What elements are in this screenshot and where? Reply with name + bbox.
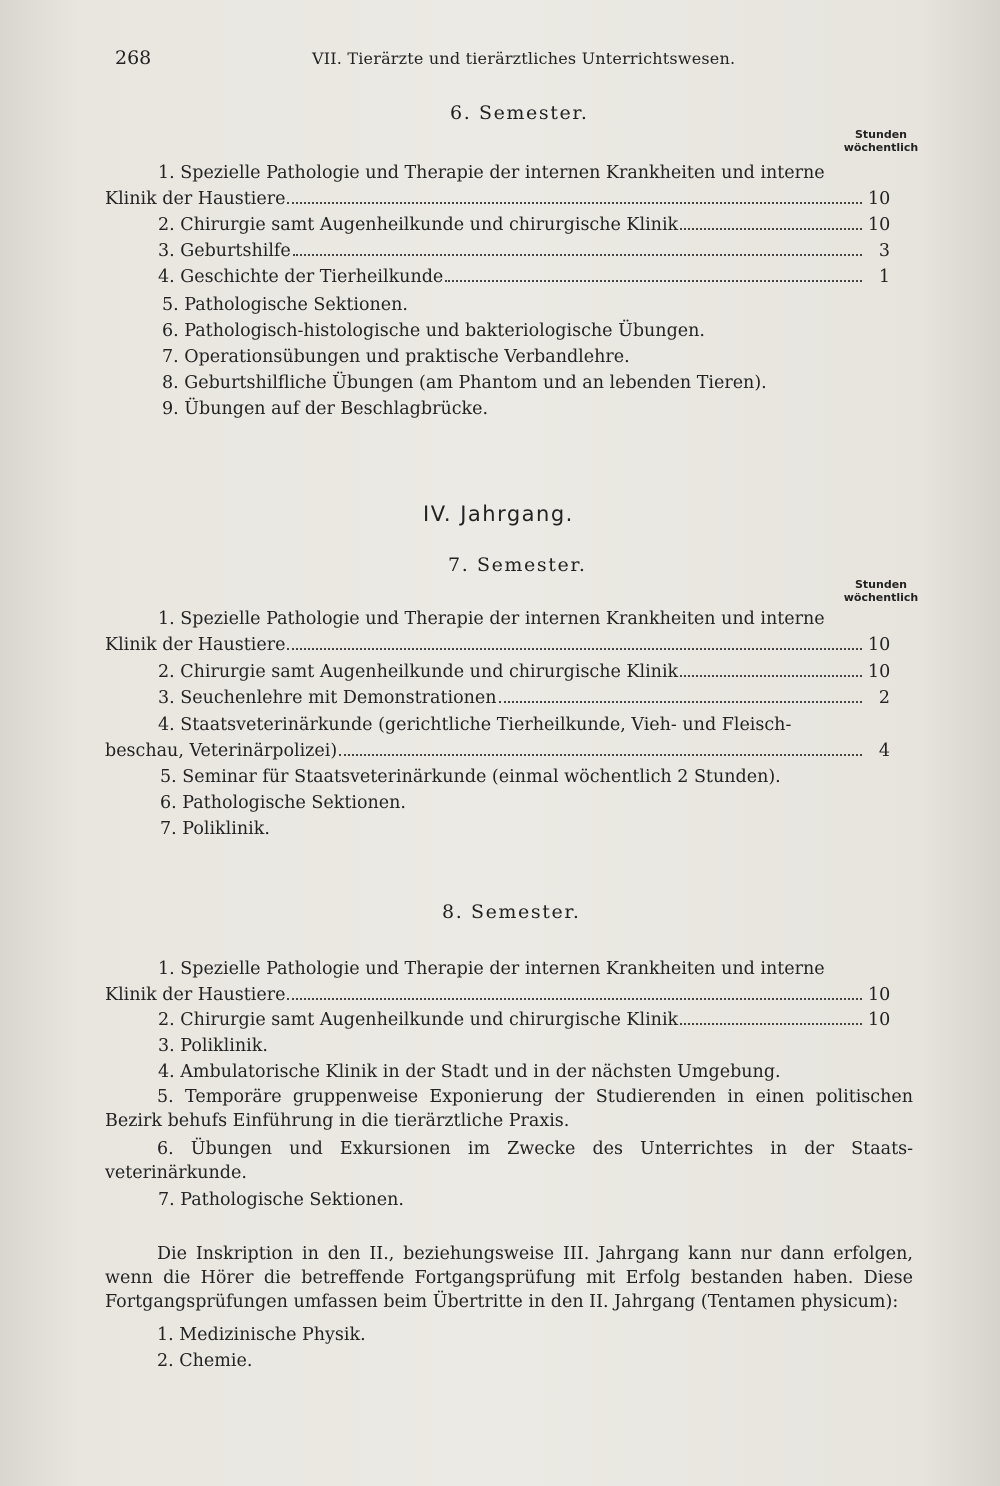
item-text: Klinik der Haustiere: [105, 985, 286, 1005]
item-text: 2. Chirurgie samt Augenheilkunde und chirurgische Klinik: [158, 215, 679, 235]
leader-dots: [339, 754, 862, 756]
hours-value: 2: [878, 688, 890, 708]
item-hours-row: [105, 659, 890, 685]
sem8-item-7: 7. Pathologische Sektionen.: [158, 1190, 404, 1210]
hours-value: 10: [868, 215, 891, 235]
item-text: 1. Spezielle Pathologie und Therapie der internen Krankheiten und interne: [158, 163, 825, 183]
item-text: Klinik der Haustiere: [105, 635, 286, 655]
leader-dots: [293, 254, 862, 256]
sem6-item-8: 8. Geburtshilfliche Übungen (am Phantom und an lebenden Tieren).: [162, 373, 767, 393]
closing-list-item-2: 2. Chemie.: [157, 1351, 253, 1371]
item-hours-row: [105, 238, 890, 264]
item-hours-row: [105, 1007, 890, 1033]
item-text: 5. Temporäre gruppenweise Exponierung der Studierenden in einen politischen Bezirk behufs Einführung in die tierärztliche Praxis.: [105, 1087, 913, 1131]
sem7-item-1: [105, 606, 890, 658]
hours-value: 1: [878, 267, 890, 287]
item-text: 6. Übungen und Exkursionen im Zwecke des Unterrichtes in der Staats-veterinärkunde.: [105, 1139, 913, 1183]
woechentlich-label: wöchentlich: [843, 141, 919, 154]
item-text: 1. Spezielle Pathologie und Therapie der internen Krankheiten und interne: [158, 959, 825, 979]
sem8-item-6: [105, 1137, 913, 1185]
sem7-item-5: 5. Seminar für Staatsveterinärkunde (einmal wöchentlich 2 Stunden).: [160, 767, 781, 787]
sem6-item-2: [105, 212, 890, 238]
hours-value: 10: [868, 662, 891, 682]
sem6-item-6: 6. Pathologisch-histologische und bakteriologische Übungen.: [162, 321, 705, 341]
semester-6-heading: 6. Semester.: [450, 102, 589, 124]
woechentlich-label: wöchentlich: [843, 591, 919, 604]
sem8-item-3: 3. Poliklinik.: [158, 1036, 268, 1056]
item-hours-row: [105, 685, 890, 711]
item-text: 2. Chirurgie samt Augenheilkunde und chirurgische Klinik: [158, 1010, 679, 1030]
leader-dots: [680, 1023, 862, 1025]
item-hours-row: [105, 632, 890, 658]
closing-list-item-1: 1. Medizinische Physik.: [157, 1325, 366, 1345]
hours-value: 3: [878, 241, 890, 261]
item-hours-row: [105, 738, 890, 764]
sem6-item-3: [105, 238, 890, 264]
page-number: 268: [115, 47, 152, 69]
hours-value: 10: [868, 985, 891, 1005]
item-hours-row: [105, 186, 890, 212]
item-text: 4. Geschichte der Tierheilkunde: [158, 267, 444, 287]
sem7-item-4: [105, 712, 890, 764]
closing-paragraph: [105, 1242, 913, 1314]
sem7-item-7: 7. Poliklinik.: [160, 819, 270, 839]
semester-7-heading: 7. Semester.: [448, 554, 587, 576]
paragraph-text: Die Inskription in den II., beziehungsweise III. Jahrgang kann nur dann erfolgen, wenn die Hörer die betreffende Fortgangsprüfung mit Erfolg bestanden haben. Diese Fortgangsprüfungen umfassen beim Übertritte in den II. Jahrgang (Tentamen physicum):: [105, 1244, 913, 1312]
leader-dots: [287, 202, 862, 204]
hours-column-label: [838, 578, 924, 604]
sem7-item-2: [105, 659, 890, 685]
jahrgang-heading: IV. Jahrgang.: [423, 502, 574, 526]
hours-value: 10: [868, 1010, 891, 1030]
leader-dots: [445, 280, 862, 282]
sem6-item-1: [105, 160, 890, 212]
stunden-label: Stunden: [854, 578, 907, 591]
sem8-item-1: [105, 956, 890, 1008]
leader-dots: [287, 648, 862, 650]
sem7-item-3: [105, 685, 890, 711]
item-text: 4. Staatsveterinärkunde (gerichtliche Tierheilkunde, Vieh- und Fleisch-: [158, 715, 792, 735]
item-hours-row: [105, 264, 890, 290]
item-text: 1. Spezielle Pathologie und Therapie der internen Krankheiten und interne: [158, 609, 825, 629]
item-hours-row: [105, 982, 890, 1008]
item-hours-row: [105, 212, 890, 238]
running-title: VII. Tierärzte und tierärztliches Unterrichtswesen.: [312, 49, 736, 68]
sem6-item-9: 9. Übungen auf der Beschlagbrücke.: [162, 399, 489, 419]
stunden-label: Stunden: [854, 128, 907, 141]
sem6-item-5: 5. Pathologische Sektionen.: [162, 295, 408, 315]
sem8-item-5: [105, 1085, 913, 1133]
sem8-item-2: [105, 1007, 890, 1033]
leader-dots: [680, 228, 862, 230]
hours-value: 10: [868, 635, 891, 655]
sem6-item-4: [105, 264, 890, 290]
leader-dots: [287, 998, 862, 1000]
semester-8-heading: 8. Semester.: [442, 901, 581, 923]
item-text: 3. Geburtshilfe: [158, 241, 291, 261]
item-text: beschau, Veterinärpolizei): [105, 741, 338, 761]
hours-value: 10: [868, 189, 891, 209]
item-text: 3. Seuchenlehre mit Demonstrationen: [158, 688, 497, 708]
sem7-item-6: 6. Pathologische Sektionen.: [160, 793, 406, 813]
item-text: 2. Chirurgie samt Augenheilkunde und chirurgische Klinik: [158, 662, 679, 682]
leader-dots: [680, 675, 862, 677]
sem6-item-7: 7. Operationsübungen und praktische Verbandlehre.: [162, 347, 630, 367]
hours-value: 4: [878, 741, 890, 761]
hours-column-label: [838, 128, 924, 154]
leader-dots: [499, 701, 862, 703]
sem8-item-4: 4. Ambulatorische Klinik in der Stadt und in der nächsten Umgebung.: [158, 1062, 781, 1082]
item-text: Klinik der Haustiere: [105, 189, 286, 209]
